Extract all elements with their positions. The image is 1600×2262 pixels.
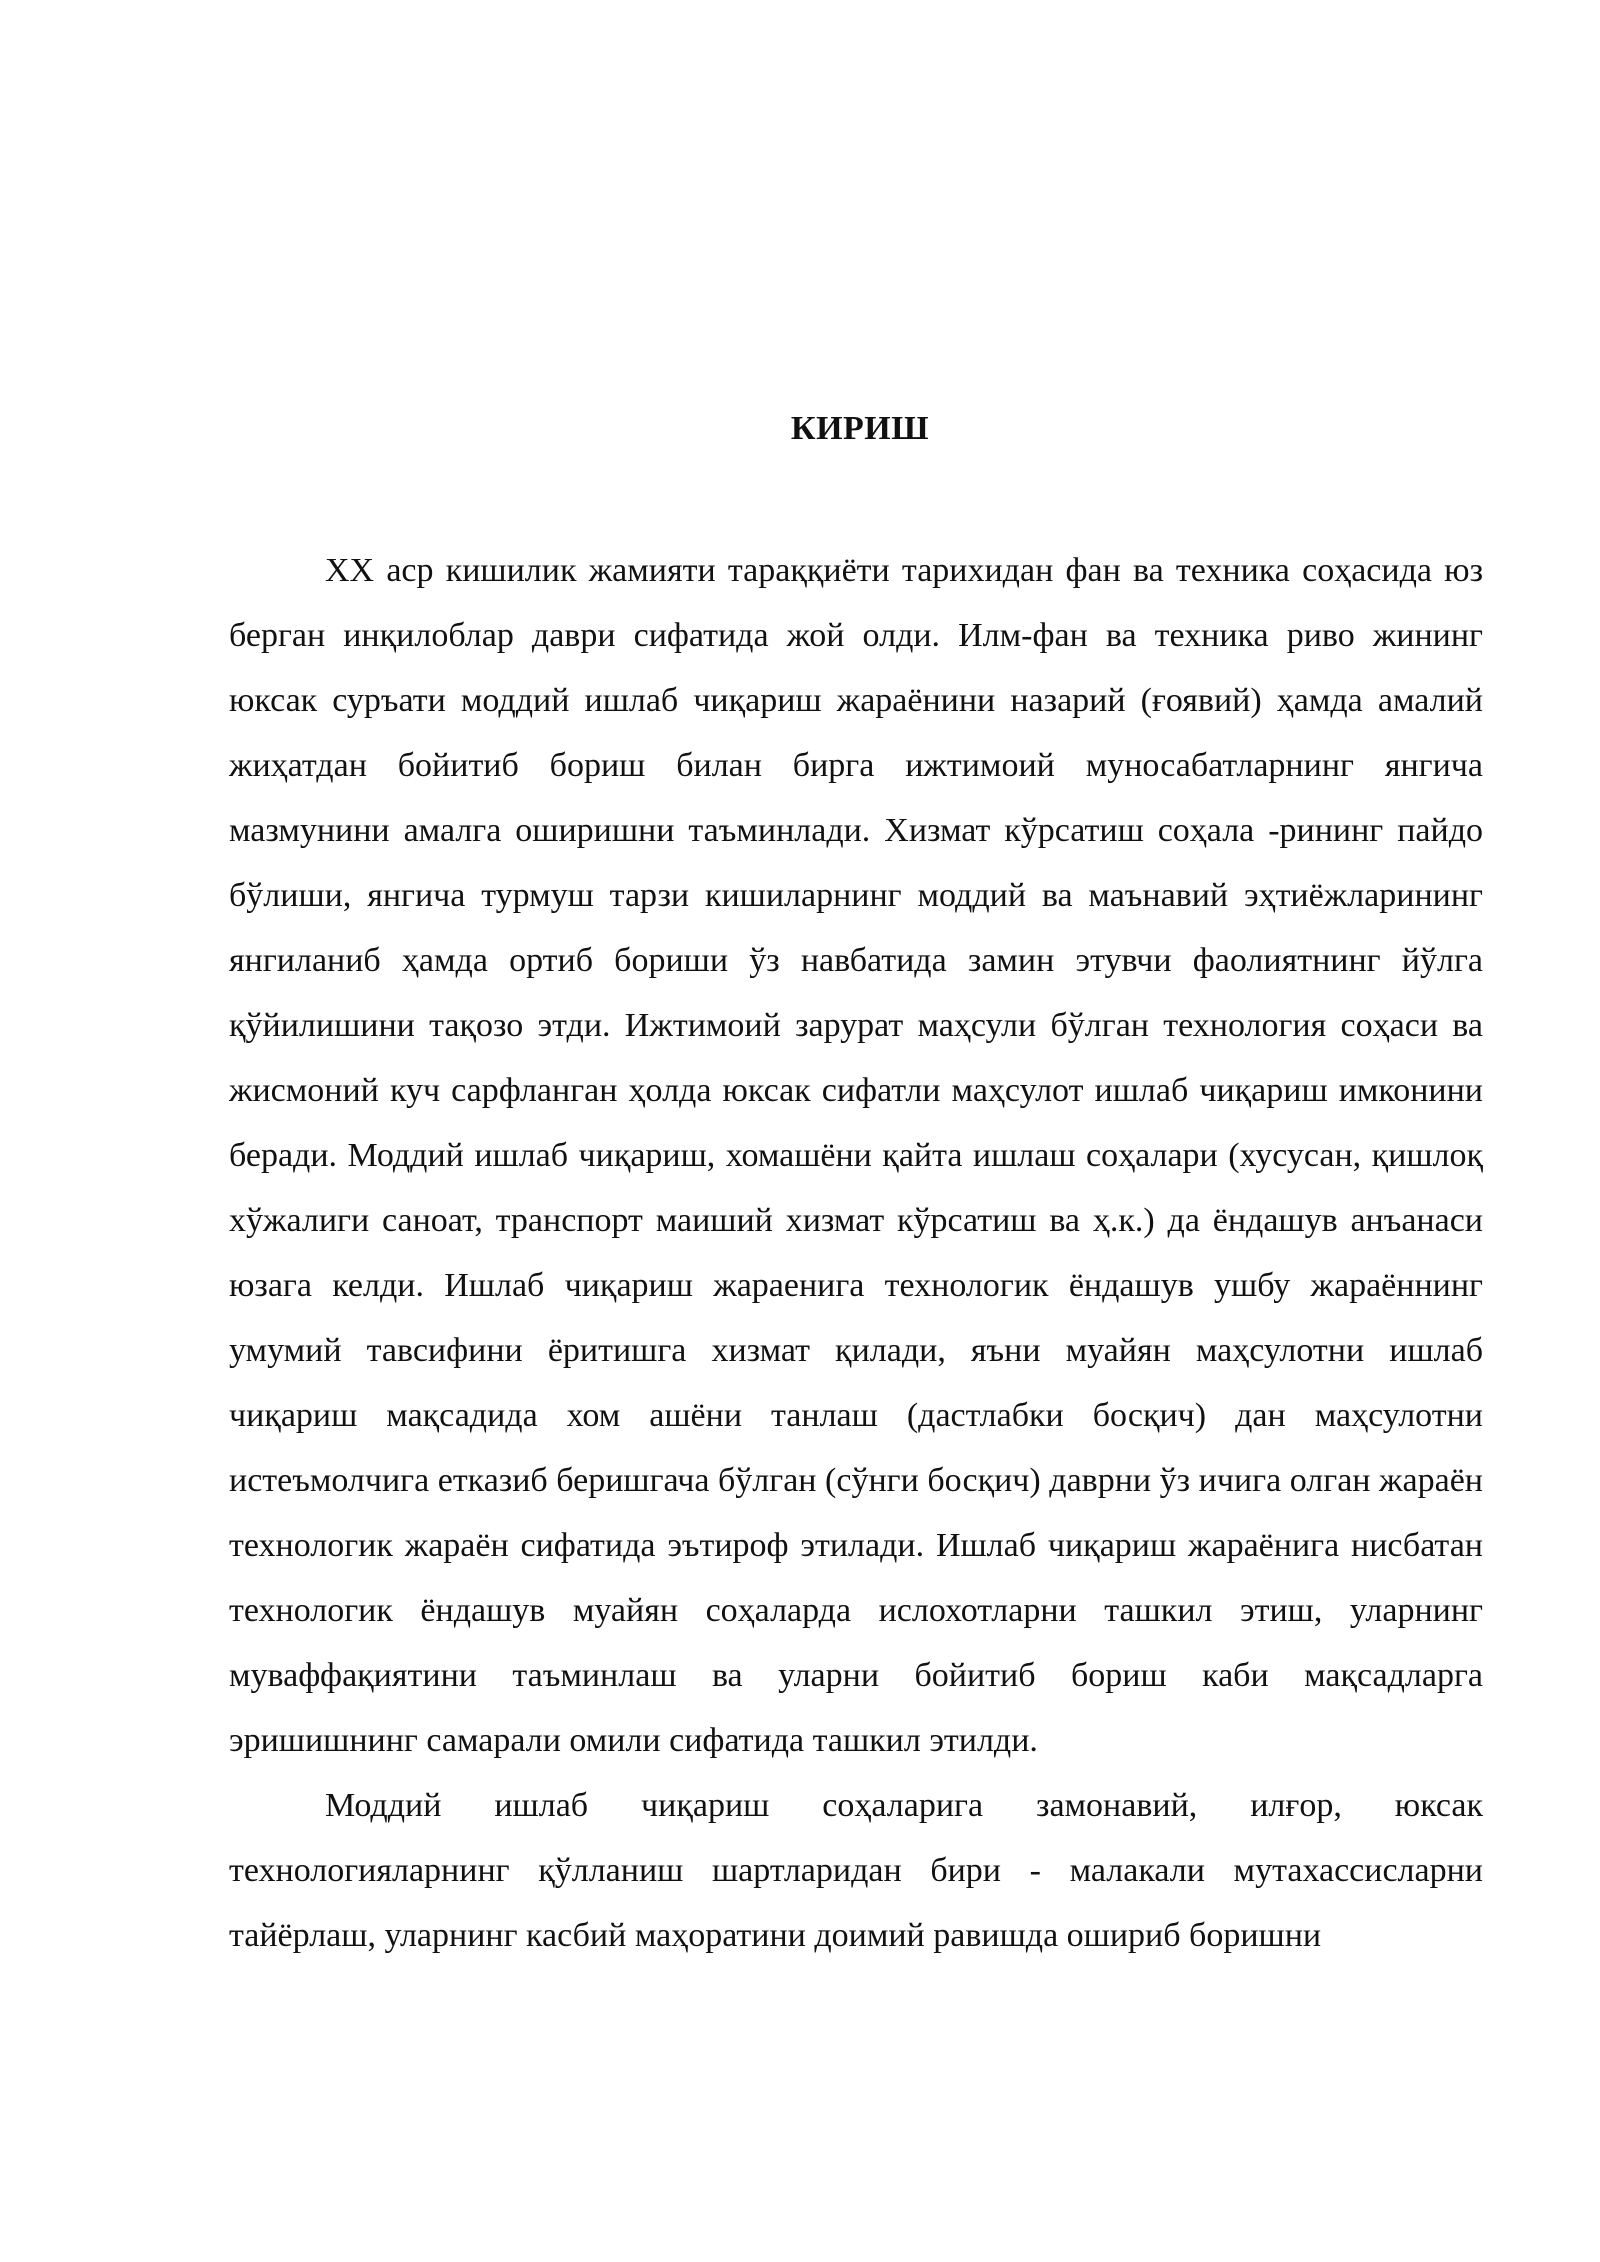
paragraph-1: XX аср кишилик жамияти тараққиёти тарихидан фан ва техника соҳасида юз берган инқилоблар даври сифатида жой олди. Илм-фан ва техника риво жининг юксак суръати моддий ишлаб чиқариш жараёнини назарий (ғоявий) ҳамда амалий жиҳатдан бойитиб бориш билан бирга ижтимоий муносабатларнинг янгича мазмунини амалга оширишни таъминлади. Хизмат кўрсатиш соҳала -рининг пайдо бўлиши, янгича турмуш тарзи кишиларнинг моддий ва маънавий эҳтиёжларининг янгиланиб ҳамда ортиб бориши ўз навбатида замин этувчи фаолиятнинг йўлга қўйилишини тақозо этди. Ижтимоий зарурат маҳсули бўлган технология соҳаси ва жисмоний куч сарфланган ҳолда юксак сифатли маҳсулот ишлаб чиқариш имконини беради. Моддий ишлаб чиқариш, хомашёни қайта ишлаш соҳалари (хусусан, қишлоқ хўжалиги саноат, транспорт маиший хизмат кўрсатиш ва ҳ.к.) да ёндашув анъанаси юзага келди. Ишлаб чиқариш жараенига технологик ёндашув ушбу жараённинг умумий тавсифини ёритишга хизмат қилади, яъни муайян маҳсулотни ишлаб чиқариш мақсадида хом ашёни танлаш (дастлабки босқич) дан маҳсулотни истеъмолчига етказиб беришгача бўлган (сўнги босқич) даврни ўз ичига олган жараён технологик жараён сифатида эътироф этилади. Ишлаб чиқариш жараёнига нисбатан технологик ёндашув муайян соҳаларда ислохотларни ташкил этиш, уларнинг муваффақиятини таъминлаш ва уларни бойитиб бориш каби мақсадларга эришишнинг самарали омили сифатида ташкил этилди. [229, 552, 1483, 1759]
paragraph-2: Моддий ишлаб чиқариш соҳаларига замонавий, илғор, юксак технологияларнинг қўлланиш шартларидан бири - малакали мутахассисларни тайёрлаш, уларнинг касбий маҳоратини доимий равишда ошириб боришни [229, 1787, 1483, 1954]
body-text [229, 538, 1483, 1968]
section-heading: КИРИШ [790, 410, 930, 447]
